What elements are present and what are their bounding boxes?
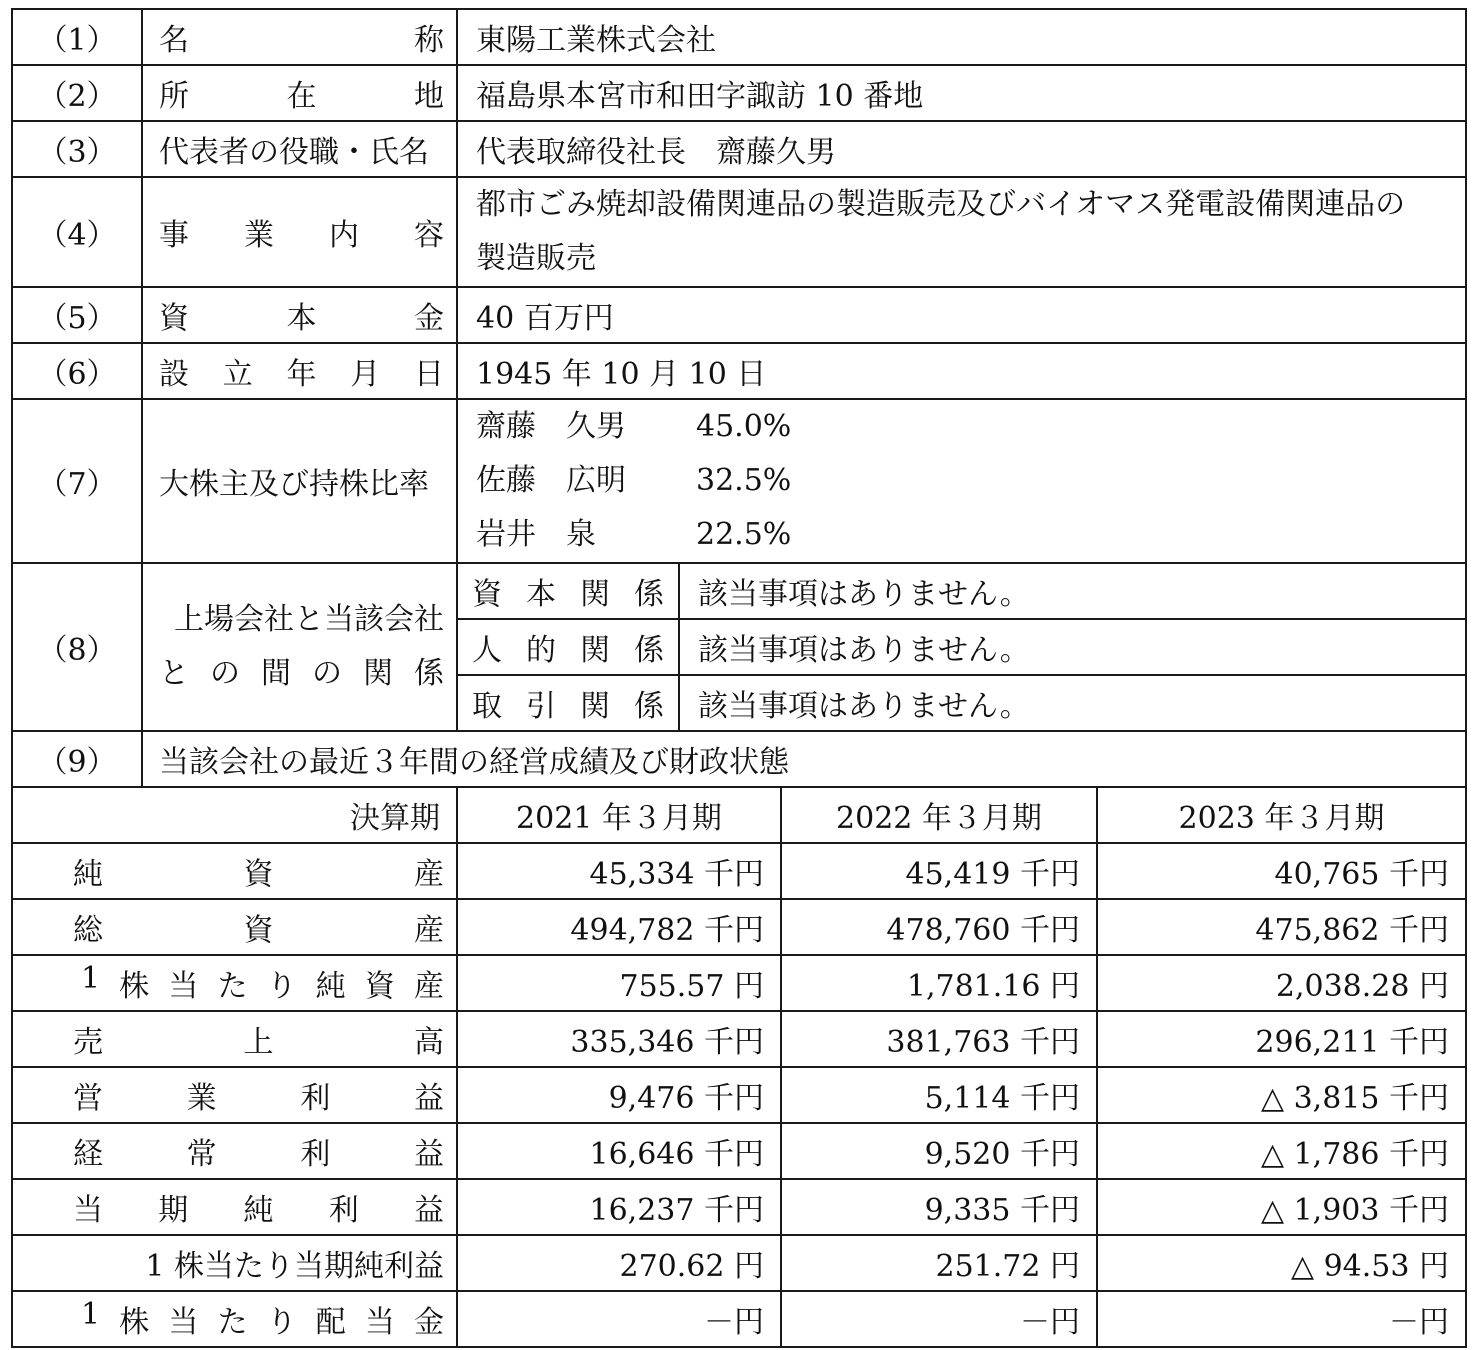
- item-label: [142, 563, 457, 731]
- fin-label: [12, 955, 457, 1011]
- label-char: 本: [286, 301, 317, 336]
- label-char: り: [266, 1305, 297, 1340]
- company-name-value: 東陽工業株式会社: [457, 9, 1466, 65]
- fin-value: 45,334 千円: [457, 843, 781, 899]
- fin-row-ordinary-income: [12, 1123, 1466, 1179]
- item-label: [142, 65, 457, 121]
- label-char: 益: [414, 1193, 444, 1228]
- row-representative: [12, 121, 1466, 177]
- fin-label: [12, 899, 457, 955]
- fin-value: 9,476 千円: [457, 1067, 781, 1123]
- fin-value: 475,862 千円: [1097, 899, 1466, 955]
- label-char: 売: [73, 1025, 103, 1060]
- shareholder-name: 佐藤 広明: [476, 463, 626, 498]
- fin-value: 5,114 千円: [781, 1067, 1097, 1123]
- fin-value: 9,335 千円: [781, 1179, 1097, 1235]
- label-char: た: [217, 1305, 248, 1340]
- label-char: 産: [414, 913, 444, 948]
- label-char: 人: [472, 633, 502, 668]
- label-char: 係: [634, 689, 664, 724]
- label-char: と: [159, 656, 189, 691]
- business-line-1: 都市ごみ焼却設備関連品の製造販売及びバイオマス発電設備関連品の: [476, 187, 1406, 222]
- label-char: 業: [244, 218, 274, 253]
- period-header: 2022 年３月期: [781, 787, 1097, 843]
- label-char: 当: [168, 969, 199, 1004]
- label-char: た: [217, 969, 248, 1004]
- label-char: 当: [73, 1193, 103, 1228]
- item-label: 大株主及び持株比率: [142, 399, 457, 563]
- address-value: 福島県本宮市和田字諏訪 10 番地: [457, 65, 1466, 121]
- label-char: 当: [168, 1305, 199, 1340]
- label-char: 所: [159, 79, 189, 114]
- label-char: 純: [243, 1193, 274, 1228]
- label-char: 月: [350, 357, 381, 392]
- label-char: 資: [159, 301, 189, 336]
- label-char: 在: [286, 79, 317, 114]
- fin-value: 270.62 円: [457, 1235, 781, 1291]
- item-number: （5）: [12, 287, 142, 343]
- fin-value: 381,763 千円: [781, 1011, 1097, 1067]
- label-char: 上: [243, 1025, 274, 1060]
- fin-row-eps: [12, 1235, 1466, 1291]
- label-char: 益: [413, 1081, 444, 1116]
- label-char: 当: [364, 1305, 395, 1340]
- label-char: 総: [73, 913, 103, 948]
- item-label: [142, 343, 457, 399]
- label-char: 関: [363, 656, 393, 691]
- fin-value: 16,646 千円: [457, 1123, 781, 1179]
- fin-value: 45,419 千円: [781, 843, 1097, 899]
- label-char: 立: [222, 357, 253, 392]
- fin-label: [12, 1179, 457, 1235]
- label-char: 常: [186, 1137, 217, 1172]
- fin-label: [12, 1123, 457, 1179]
- label-char: 係: [634, 577, 664, 612]
- fin-value: 494,782 千円: [457, 899, 781, 955]
- row-period-header: [12, 787, 1466, 843]
- label-char: 期: [158, 1193, 189, 1228]
- fin-row-total-assets: [12, 899, 1466, 955]
- label-char: 資: [243, 857, 274, 892]
- fin-value: △ 1,903 千円: [1097, 1179, 1466, 1235]
- label-char: 資: [243, 913, 274, 948]
- label-char: 事: [159, 218, 189, 253]
- item-number: （6）: [12, 343, 142, 399]
- shareholder-entry: [476, 454, 1455, 508]
- label-char: 1: [81, 961, 101, 996]
- label-char: 産: [414, 857, 444, 892]
- label-char: の: [312, 656, 342, 691]
- item-label: [142, 287, 457, 343]
- label-char: 容: [414, 218, 444, 253]
- label-char: 高: [414, 1025, 444, 1060]
- shareholders-value: [457, 399, 1466, 563]
- fin-row-operating-income: [12, 1067, 1466, 1123]
- fin-value: －円: [457, 1291, 781, 1347]
- period-header: 2021 年３月期: [457, 787, 781, 843]
- label-char: 株: [119, 1305, 150, 1340]
- label-char: 内: [329, 218, 359, 253]
- label-char: 的: [526, 633, 556, 668]
- fin-row-net-assets: [12, 843, 1466, 899]
- label-char: 資: [472, 577, 502, 612]
- label-char: 日: [414, 357, 444, 392]
- label-char: 1: [81, 1297, 101, 1332]
- relation-value: 該当事項はありません。: [679, 563, 1466, 619]
- fin-value: △ 3,815 千円: [1097, 1067, 1466, 1123]
- label-char: 設: [159, 357, 189, 392]
- fin-value: 1,781.16 円: [781, 955, 1097, 1011]
- label-char: 益: [413, 1137, 444, 1172]
- company-overview-table: [11, 8, 1467, 1348]
- fin-row-dividend: [12, 1291, 1466, 1347]
- item-number: （3）: [12, 121, 142, 177]
- label-char: 業: [186, 1081, 217, 1116]
- row-relation-capital: [12, 563, 1466, 619]
- item-number: （8）: [12, 563, 142, 731]
- fin-label: [12, 1011, 457, 1067]
- label-char: 引: [526, 689, 556, 724]
- period-header: 2023 年３月期: [1097, 787, 1466, 843]
- label-char: 配: [315, 1305, 346, 1340]
- fin-label: [12, 1067, 457, 1123]
- fin-value: 296,211 千円: [1097, 1011, 1466, 1067]
- relation-type: [457, 619, 679, 675]
- row-capital: [12, 287, 1466, 343]
- fin-row-sales: [12, 1011, 1466, 1067]
- fin-value: 2,038.28 円: [1097, 955, 1466, 1011]
- label-char: 取: [472, 689, 502, 724]
- label-char: 地: [414, 79, 444, 114]
- fin-label: 1 株当たり当期純利益: [12, 1235, 457, 1291]
- fin-value: －円: [1097, 1291, 1466, 1347]
- label-char: 本: [526, 577, 556, 612]
- label-char: 資: [364, 969, 395, 1004]
- shareholder-ratio: 32.5%: [696, 463, 792, 498]
- fin-value: 40,765 千円: [1097, 843, 1466, 899]
- fin-row-net-income: [12, 1179, 1466, 1235]
- label-char: 年: [286, 357, 317, 392]
- business-value: [457, 177, 1466, 287]
- row-shareholders: [12, 399, 1466, 563]
- fin-value: 251.72 円: [781, 1235, 1097, 1291]
- label-char: 係: [634, 633, 664, 668]
- fin-value: △ 1,786 千円: [1097, 1123, 1466, 1179]
- established-value: 1945 年 10 月 10 日: [457, 343, 1466, 399]
- shareholder-ratio: 22.5%: [696, 517, 792, 552]
- label-char: 関: [580, 577, 610, 612]
- period-label: 決算期: [12, 787, 457, 843]
- row-established: [12, 343, 1466, 399]
- relation-type: [457, 675, 679, 731]
- fin-label: [12, 1291, 457, 1347]
- shareholder-name: 岩井 泉: [476, 517, 596, 552]
- fin-value: 9,520 千円: [781, 1123, 1097, 1179]
- label-char: 称: [414, 23, 444, 58]
- item-number: （4）: [12, 177, 142, 287]
- label-char: 金: [414, 301, 444, 336]
- shareholder-name: 齋藤 久男: [476, 409, 626, 444]
- label-char: 利: [328, 1193, 359, 1228]
- relation-value: 該当事項はありません。: [679, 619, 1466, 675]
- item-label: [142, 177, 457, 287]
- fin-value: 335,346 千円: [457, 1011, 781, 1067]
- label-char: 利: [300, 1081, 331, 1116]
- row-financials-title: [12, 731, 1466, 787]
- business-line-2: 製造販売: [476, 241, 596, 276]
- fin-value: △ 94.53 円: [1097, 1235, 1466, 1291]
- label-char: 純: [73, 857, 103, 892]
- shareholder-entry: [476, 400, 1455, 454]
- label-char: 名: [159, 23, 189, 58]
- relation-type: [457, 563, 679, 619]
- shareholder-ratio: 45.0%: [696, 409, 792, 444]
- item-number: （2）: [12, 65, 142, 121]
- label-char: 純: [315, 969, 346, 1004]
- label-char: 株: [119, 969, 150, 1004]
- row-business: [12, 177, 1466, 287]
- fin-value: 16,237 千円: [457, 1179, 781, 1235]
- representative-value: 代表取締役社長 齋藤久男: [457, 121, 1466, 177]
- label-char: 関: [580, 689, 610, 724]
- label-char: り: [266, 969, 297, 1004]
- fin-value: 478,760 千円: [781, 899, 1097, 955]
- label-char: 間: [261, 656, 291, 691]
- label-char: 金: [413, 1305, 444, 1340]
- item-label: 代表者の役職・氏名: [142, 121, 457, 177]
- row-address: [12, 65, 1466, 121]
- item-number: （9）: [12, 731, 142, 787]
- relation-value: 該当事項はありません。: [679, 675, 1466, 731]
- capital-value: 40 百万円: [457, 287, 1466, 343]
- label-char: の: [210, 656, 240, 691]
- fin-value: －円: [781, 1291, 1097, 1347]
- fin-value: 755.57 円: [457, 955, 781, 1011]
- item-number: （1）: [12, 9, 142, 65]
- label-char: 係: [414, 656, 444, 691]
- fin-label: [12, 843, 457, 899]
- label-char: 利: [300, 1137, 331, 1172]
- relation-label-line-1: 上場会社と当該会社: [174, 602, 444, 637]
- label-char: 産: [413, 969, 444, 1004]
- financials-title: 当該会社の最近３年間の経営成績及び財政状態: [142, 731, 1466, 787]
- shareholder-entry: [476, 508, 1455, 562]
- item-label: [142, 9, 457, 65]
- relation-label-line-2: [159, 647, 444, 701]
- label-char: 経: [73, 1137, 103, 1172]
- label-char: 関: [580, 633, 610, 668]
- item-number: （7）: [12, 399, 142, 563]
- label-char: 営: [73, 1081, 103, 1116]
- row-name: [12, 9, 1466, 65]
- fin-row-bps: [12, 955, 1466, 1011]
